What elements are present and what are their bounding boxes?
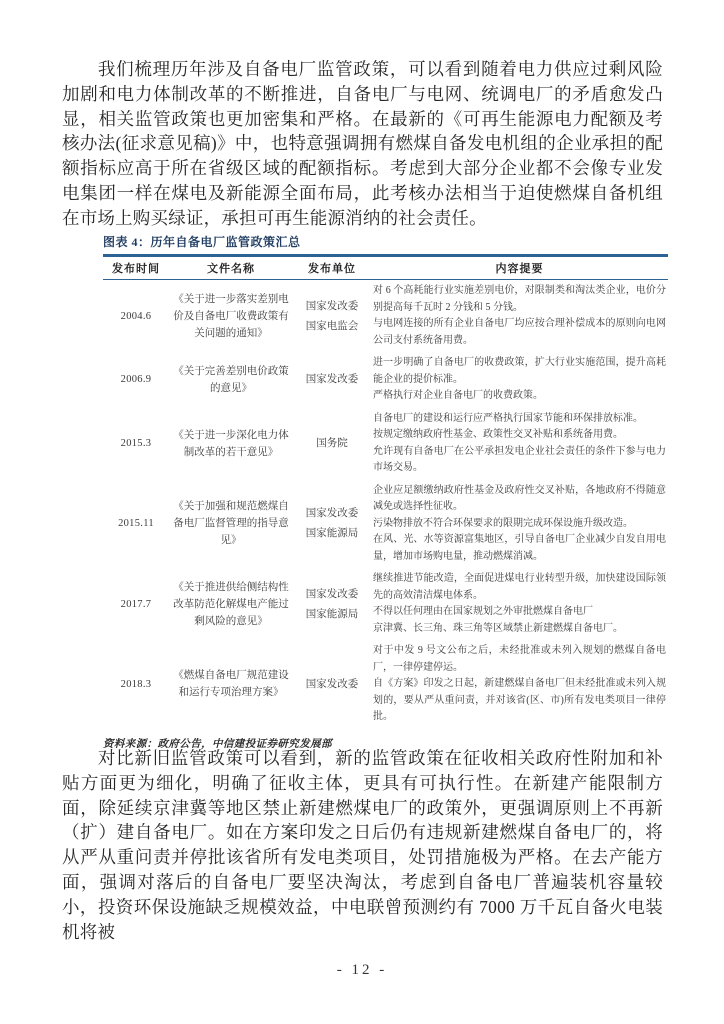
- table-row: [103, 568, 668, 640]
- cell-summary: [371, 480, 668, 569]
- cell-publish-date: 2015.11: [118, 518, 154, 530]
- table-row: [103, 640, 668, 729]
- summary-line: 与电网连接的所有企业自备电厂均应按合理补偿成本的原则向电网公司支付系统备用费。: [373, 318, 666, 346]
- paragraph-policy-comparison: 对比新旧监管政策可以看到，新的监管政策在征收相关政府性附加和补贴方面更为细化，明确了征收主体，更具有可执行性。在新建产能限制方面，除延续京津冀等地区禁止新建燃煤电厂的政策外，更强调原则上不再新（扩）建自备电厂。如在方案印发之日后仍有违规新建燃煤自备电厂的，将从严从重问责并停批该省所有发电类项目，处罚措施极为严格。在去产能方面，强调对落后的自备电厂要坚决淘汰，考虑到自备电厂普遍装机容量较小，投资环保设施缺乏规模效益，中电联曾预测约有 7000 万千瓦自备火电装机将被: [62, 748, 663, 942]
- col-header-document-name: 文件名称: [207, 263, 255, 275]
- cell-publish-date: 2015.3: [120, 438, 152, 449]
- policy-table-body: [103, 280, 668, 729]
- cell-issuing-org: [293, 408, 371, 480]
- org-line: 国家能源局: [305, 608, 359, 620]
- cell-issuing-org: [293, 280, 371, 353]
- policy-table: [103, 254, 668, 729]
- summary-line: 对 6 个高耗能行业实施差别电价，对限制类和淘汰类企业，电价分别提高每千瓦时 2 分钱和 5 分钱。: [373, 285, 666, 313]
- summary-line: 进一步明确了自备电厂的收费政策，扩大行业实施范围，提升高耗能企业的提价标准。: [373, 357, 666, 385]
- cell-summary: [371, 568, 668, 640]
- cell-publish-date: 2018.3: [120, 678, 152, 690]
- org-line: 国家能源局: [305, 528, 359, 540]
- summary-line: 允许现有自备电厂在公平承担发电企业社会责任的条件下参与电力市场交易。: [373, 445, 666, 473]
- cell-issuing-org: [293, 352, 371, 408]
- col-header-issuing-org: 发布单位: [308, 263, 356, 275]
- table-row: [103, 480, 668, 569]
- org-line: 国家电监会: [305, 320, 359, 332]
- summary-line: 企业应足额缴纳政府性基金及政府性交叉补贴，各地政府不得随意减免或选择性征收。: [373, 484, 666, 512]
- table-row: [103, 280, 668, 353]
- summary-line: 污染物排放不符合环保要求的限期完成环保设施升级改造。: [373, 517, 633, 529]
- org-line: 国家发改委: [305, 300, 359, 312]
- cell-document-name: 《关于进一步落实差别电价及自备电厂收费政策有关问题的通知》: [173, 293, 289, 339]
- summary-line: 严格执行对企业自备电厂的收费政策。: [373, 390, 543, 401]
- cell-document-name: 《关于推进供给侧结构性改革防范化解煤电产能过剩风险的意见》: [173, 581, 289, 627]
- org-line: 国务院: [316, 438, 348, 449]
- cell-issuing-org: [293, 568, 371, 640]
- cell-issuing-org: [293, 640, 371, 729]
- table-row: [103, 352, 668, 408]
- org-line: 国家发改委: [305, 508, 359, 520]
- col-header-publish-date: 发布时间: [112, 263, 160, 275]
- cell-document-name: 《关于加强和规范燃煤自备电厂监督管理的指导意见》: [173, 501, 289, 547]
- summary-line: 京津冀、长三角、珠三角等区域禁止新建燃煤自备电厂。: [373, 622, 623, 634]
- figure-source-note: 资料来源：政府公告，中信建投证券研究发展部: [103, 738, 332, 750]
- org-line: 国家发改委: [305, 588, 359, 600]
- paragraph-policy-overview: 我们梳理历年涉及自备电厂监管政策，可以看到随着电力供应过剩风险加剧和电力体制改革的不断推进，自备电厂与电网、统调电厂的矛盾愈发凸显，相关监管政策也更加密集和严格。在最新的《可再生能源电力配额及考核办法(征求意见稿)》中，也特意强调拥有燃煤自备发电机组的企业承担的配额指标应高于所在省级区域的配额指标。考虑到大部分企业都不会像专业发电集团一样在煤电及新能源全面布局，此考核办法相当于迫使燃煤自备机组在市场上购买绿证，承担可再生能源消纳的社会责任。: [62, 59, 663, 228]
- cell-publish-date: 2004.6: [120, 310, 152, 322]
- cell-summary: [371, 280, 668, 353]
- summary-line: 不得以任何理由在国家规划之外审批燃煤自备电厂: [373, 606, 593, 617]
- page-number: - 12 -: [336, 962, 388, 978]
- org-line: 国家发改委: [305, 374, 359, 386]
- cell-document-name: 《燃煤自备电厂规范建设和运行专项治理方案》: [173, 670, 289, 699]
- summary-line: 对于中发 9 号文公布之后，未经批准或未列入规划的燃煤自备电厂，一律停建停运。: [373, 645, 666, 673]
- summary-line: 继续推进节能改造，全面促进煤电行业转型升级，加快建设国际领先的高效清洁煤电体系。: [373, 573, 666, 601]
- cell-publish-date: 2017.7: [120, 598, 152, 610]
- cell-document-name: 《关于完善差别电价政策的意见》: [173, 365, 289, 394]
- cell-summary: [371, 408, 668, 480]
- header-row: [103, 256, 668, 280]
- summary-line: 自《方案》印发之日起，新建燃煤自备电厂但未经批准或未列入规划的，要从严从重问责，并对该省(区、市)所有发电类项目一律停批。: [373, 678, 666, 722]
- cell-summary: [371, 640, 668, 729]
- cell-issuing-org: [293, 480, 371, 569]
- cell-document-name: 《关于进一步深化电力体制改革的若干意见》: [173, 429, 289, 458]
- col-header-summary: 内容提要: [495, 263, 544, 275]
- table-row: [103, 408, 668, 480]
- figure-title: 图表 4：历年自备电厂监管政策汇总: [103, 235, 301, 249]
- figure-4-policy-table: [103, 233, 668, 751]
- cell-summary: [371, 352, 668, 408]
- summary-line: 按规定缴纳政府性基金、政策性交叉补贴和系统备用费。: [373, 429, 623, 440]
- cell-publish-date: 2006.9: [120, 374, 152, 386]
- summary-line: 在风、光、水等资源富集地区，引导自备电厂企业减少自发自用电量，增加市场购电量，推动燃煤消减。: [373, 534, 666, 562]
- policy-table-header: [103, 256, 668, 280]
- summary-line: 自备电厂的建设和运行应严格执行国家节能和环保排放标准。: [373, 412, 643, 424]
- org-line: 国家发改委: [305, 678, 359, 690]
